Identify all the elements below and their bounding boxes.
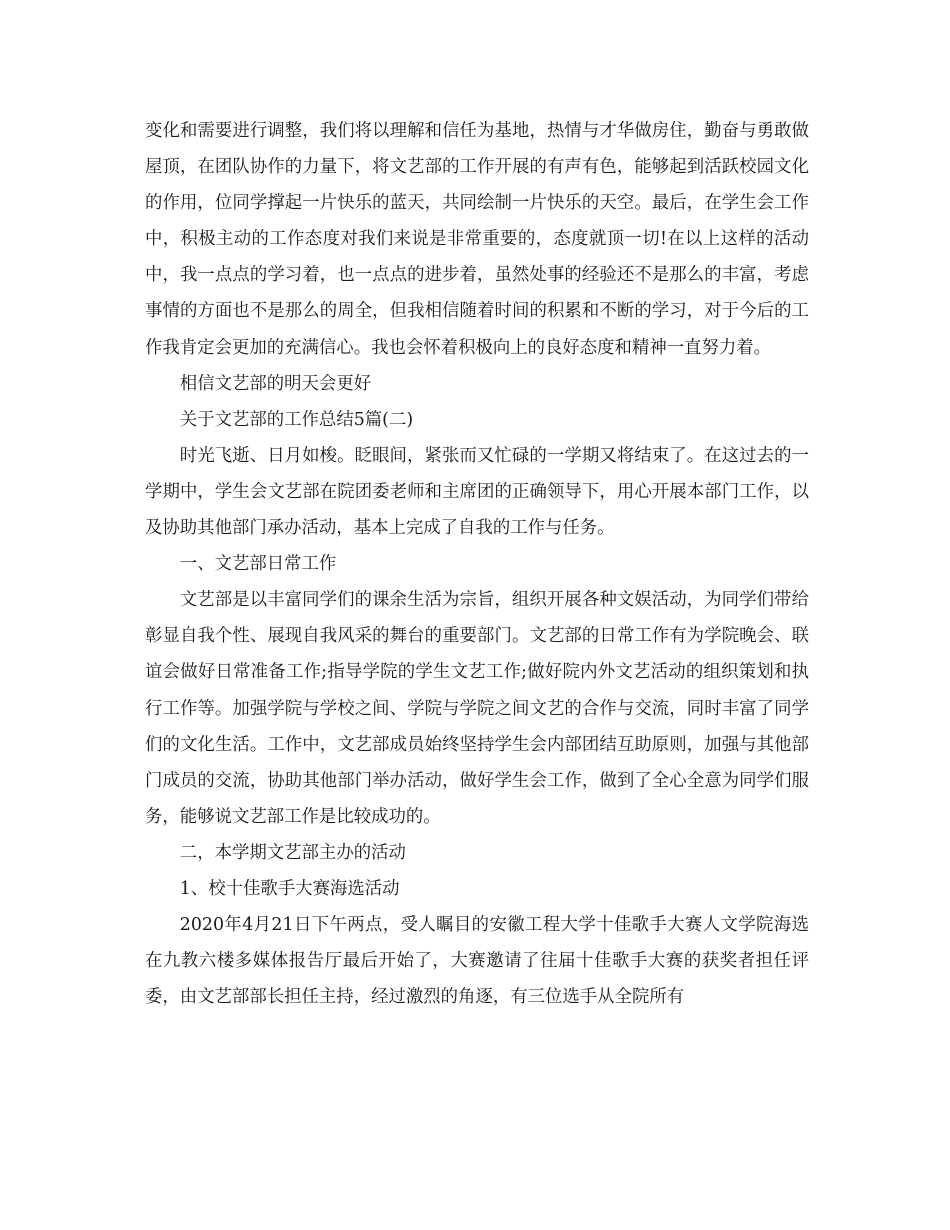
paragraph-closing-line: 相信文艺部的明天会更好 — [179, 373, 372, 394]
heading-daily-work: 一、文艺部日常工作 — [179, 554, 337, 575]
document-body — [145, 113, 809, 1015]
heading-activities: 二，本学期文艺部主办的活动 — [179, 842, 406, 863]
paragraph-continued: 变化和需要进行调整，我们将以理解和信任为基地，热情与才华做房住，勤奋与勇敢做屋顶，在团队协作的力量下，将文艺部的工作开展的有声有色，能够起到活跃校园文化的作用，位同学撑起一片快乐的蓝天，共同绘制一片快乐的天空。最后，在学生会工作中，积极主动的工作态度对我们来说是非常重要的，态度就顶一切!在以上这样的活动中，我一点点的学习着，也一点点的进步着，虽然处事的经验还不是那么的丰富，考虑事情的方面也不是那么的周全，但我相信随着时间的积累和不断的学习，对于今后的工作我肯定会更加的充满信心。我也会怀着积极向上的良好态度和精神一直努力着。 — [145, 121, 809, 358]
section-title: 关于文艺部的工作总结5篇(二) — [179, 409, 414, 430]
subheading-singer-contest: 1、校十佳歌手大赛海选活动 — [179, 878, 400, 899]
paragraph-daily-work: 文艺部是以丰富同学们的课余生活为宗旨，组织开展各种文娱活动，为同学们带给彰显自我个性、展现自我风采的舞台的重要部门。文艺部的日常工作有为学院晚会、联谊会做好日常准备工作;指导学院的学生文艺工作;做好院内外文艺活动的组织策划和执行工作等。加强学院与学校之间、学院与学院之间文艺的合作与交流，同时丰富了同学们的文化生活。工作中，文艺部成员始终坚持学生会内部团结互助原则，加强与其他部门成员的交流，协助其他部门举办活动，做好学生会工作，做到了全心全意为同学们服务，能够说文艺部工作是比较成功的。 — [145, 590, 809, 827]
paragraph-singer-contest: 2020年4月21日下午两点，受人瞩目的安徽工程大学十佳歌手大赛人文学院海选在九教六楼多媒体报告厅最后开始了，大赛邀请了往届十佳歌手大赛的获奖者担任评委，由文艺部部长担任主持，经过激烈的角逐，有三位选手从全院所有 — [145, 915, 809, 1008]
paragraph-intro: 时光飞逝、日月如梭。眨眼间，紧张而又忙碌的一学期又将结束了。在这过去的一学期中，学生会文艺部在院团委老师和主席团的正确领导下，用心开展本部门工作，以及协助其他部门承办活动，基本上完成了自我的工作与任务。 — [145, 445, 809, 539]
